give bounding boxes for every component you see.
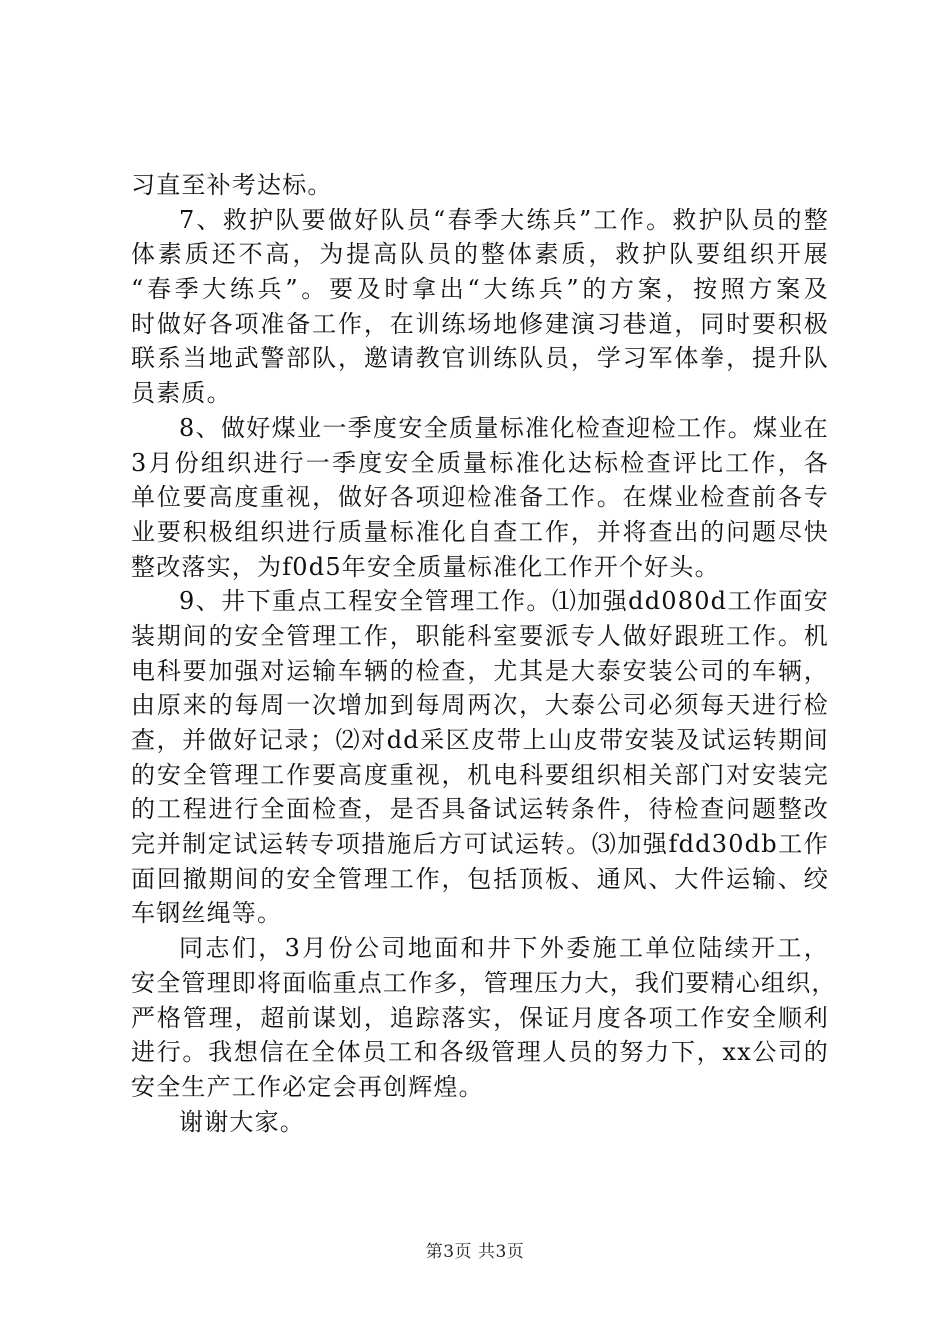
text-line: 业要积极组织进行质量标准化自查工作，并将查出的问题尽快 [131,517,829,546]
text-line: 3月份组织进行一季度安全质量标准化达标检查评比工作，各 [131,448,829,477]
text-line: 装期间的安全管理工作，职能科室要派专人做好跟班工作。机 [131,621,829,650]
page-footer: 第3页 共3页 [425,1242,525,1262]
text-line: 员素质。 [131,379,232,408]
text-line: 联系当地武警部队，邀请教官训练队员，学习军体拳，提升队 [131,344,829,373]
text-line: 体素质还不高，为提高队员的整体素质，救护队要组织开展 [131,240,829,269]
text-line: 进行。我想信在全体员工和各级管理人员的努力下，xx公司的 [131,1038,829,1067]
text-line: 由原来的每周一次增加到每周两次，大泰公司必须每天进行检 [131,691,829,720]
text-line: 电科要加强对运输车辆的检查，尤其是大泰安装公司的车辆， [131,656,829,685]
text-line: 严格管理，超前谋划，追踪落实，保证月度各项工作安全顺利 [131,1003,829,1032]
text-line: 单位要高度重视，做好各项迎检准备工作。在煤业检查前各专 [131,483,829,512]
text-line: 安全生产工作必定会再创辉煌。 [131,1072,484,1101]
paragraph-item-7-line: 7、救护队要做好队员“春季大练兵”工作。救护队员的整 [179,205,829,234]
text-line: 车钢丝绳等。 [131,899,283,928]
document-body [131,168,837,1139]
paragraph-closing-line: 同志们，3月份公司地面和井下外委施工单位陆续开工， [179,934,829,963]
closing-thanks: 谢谢大家。 [179,1107,305,1136]
text-line: “春季大练兵”。要及时拿出“大练兵”的方案，按照方案及 [131,275,829,304]
text-line: 时做好各项准备工作，在训练场地修建演习巷道，同时要积极 [131,309,829,338]
text-line: 的工程进行全面检查，是否具备试运转条件，待检查问题整改 [131,795,829,824]
text-line: 的安全管理工作要高度重视，机电科要组织相关部门对安装完 [131,760,829,789]
paragraph-item-8-line: 8、做好煤业一季度安全质量标准化检查迎检工作。煤业在 [179,413,829,442]
text-line: 面回撤期间的安全管理工作，包括顶板、通风、大件运输、绞 [131,864,829,893]
text-line: 安全管理即将面临重点工作多，管理压力大，我们要精心组织， [131,968,837,997]
text-line: 完并制定试运转专项措施后方可试运转。⑶加强fdd30db工作 [131,830,829,859]
text-line: 习直至补考达标。 [131,171,333,199]
paragraph-item-9-line: 9、井下重点工程安全管理工作。⑴加强dd080d工作面安 [179,587,829,616]
text-line: 整改落实，为f0d5年安全质量标准化工作开个好头。 [131,552,720,581]
text-line: 查，并做好记录；⑵对dd采区皮带上山皮带安装及试运转期间 [131,726,829,754]
